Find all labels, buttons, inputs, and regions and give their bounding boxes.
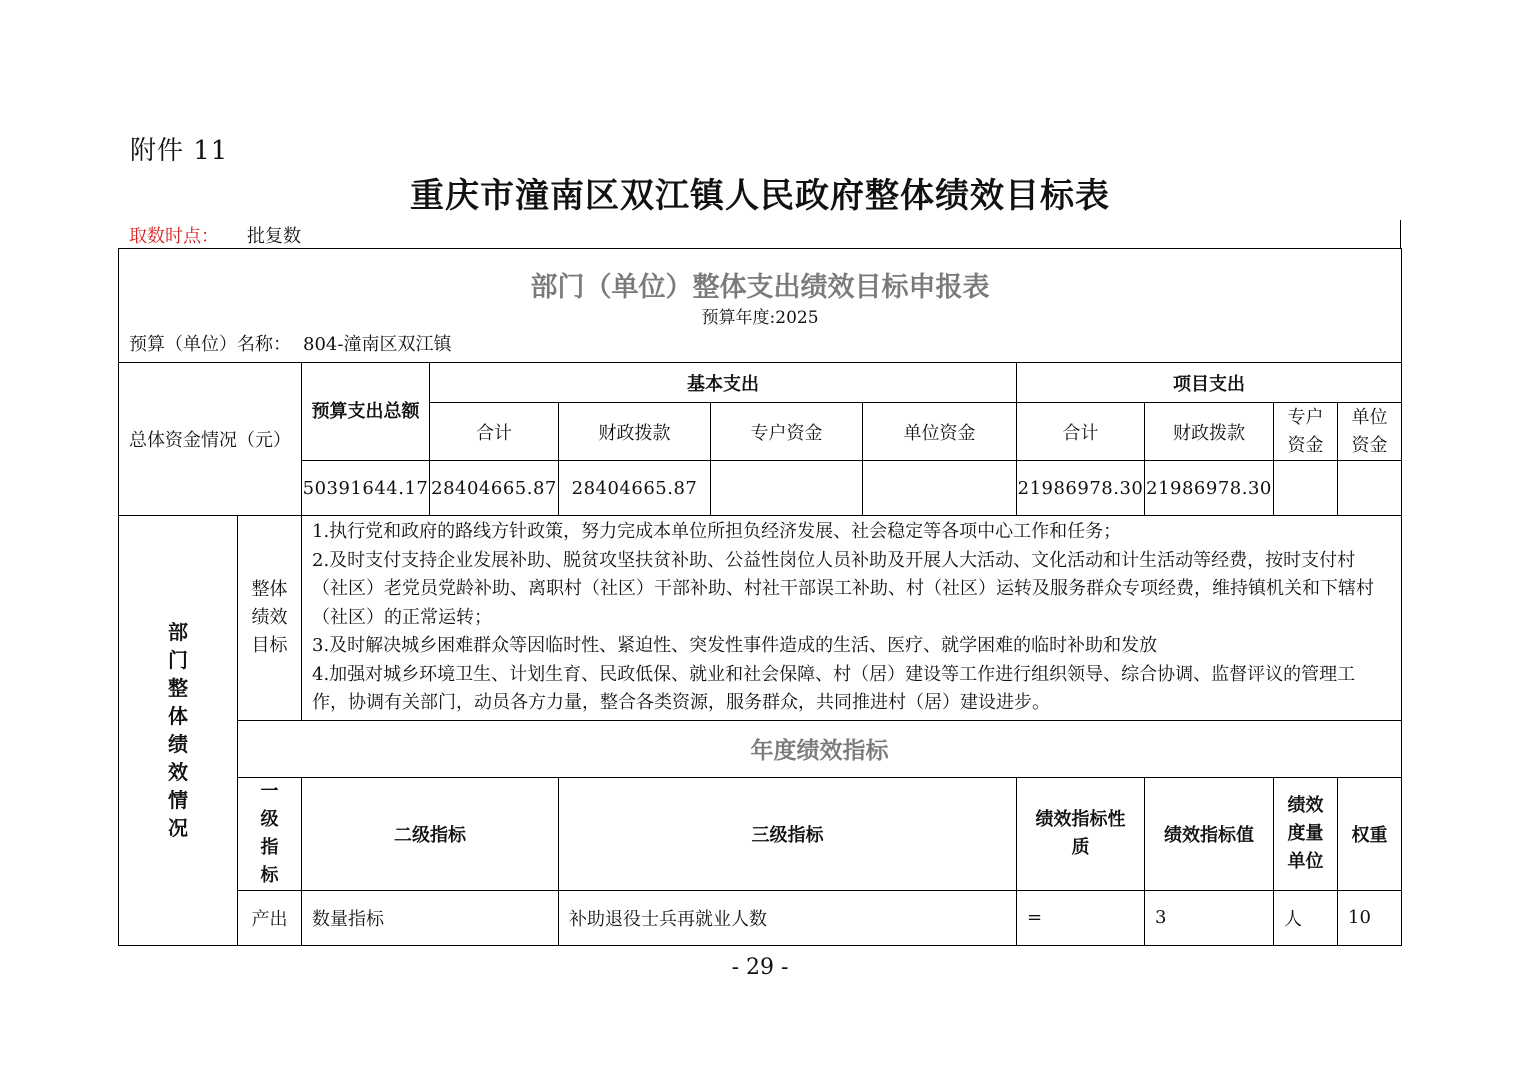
basic-special-value <box>711 461 863 516</box>
unit-name-line <box>119 331 1401 361</box>
unit-name-value: 804-潼南区双江镇 <box>303 333 452 355</box>
annual-indicators-title: 年度绩效指标 <box>238 720 1402 777</box>
performance-section-label: 部门整体绩效情况 <box>119 516 238 946</box>
row-weight: 10 <box>1338 890 1402 945</box>
project-header: 项目支出 <box>1017 363 1402 403</box>
value-header: 绩效指标值 <box>1145 777 1274 890</box>
row-unit: 人 <box>1274 890 1338 945</box>
level1-header: 一级指标 <box>238 777 302 890</box>
basic-subtotal-header: 合计 <box>430 403 559 461</box>
goal-item: 2.及时支付支持企业发展补助、脱贫攻坚扶贫补助、公益性岗位人员补助及开展人大活动、文化活动和计生活动等经费，按时支付村（社区）老党员党龄补助、离职村（社区）干部补助、村社干部误工补助、村（社区）运转及服务群众专项经费，维持镇机关和下辖村（社区）的正常运转； <box>312 549 1374 628</box>
data-point-line <box>129 222 301 248</box>
basic-subtotal-value: 28404665.87 <box>430 461 559 516</box>
total-value: 50391644.17 <box>302 461 430 516</box>
level2-header: 二级指标 <box>302 777 559 890</box>
project-special-header: 专户资金 <box>1274 403 1338 461</box>
overall-goals <box>302 516 1402 721</box>
basic-unit-value <box>863 461 1017 516</box>
basic-unit-header: 单位资金 <box>863 403 1017 461</box>
performance-target-table <box>118 248 1402 946</box>
form-header <box>119 249 1402 363</box>
overall-goal-label: 整体绩效目标 <box>238 516 302 721</box>
goal-item: 3.及时解决城乡困难群众等因临时性、紧迫性、突发性事件造成的生活、医疗、就学困难的临时补助和发放 <box>312 635 1158 656</box>
row-level3: 补助退役士兵再就业人数 <box>559 890 1017 945</box>
table-row <box>119 890 1402 945</box>
total-header: 预算支出总额 <box>302 363 430 461</box>
weight-header: 权重 <box>1338 777 1402 890</box>
project-fiscal-value: 21986978.30 <box>1145 461 1274 516</box>
basic-special-header: 专户资金 <box>711 403 863 461</box>
nature-header: 绩效指标性质 <box>1017 777 1145 890</box>
unit-header: 绩效度量单位 <box>1274 777 1338 890</box>
budget-year: 预算年度:2025 <box>701 307 819 328</box>
table-edge-line <box>1400 220 1401 248</box>
project-fiscal-header: 财政拨款 <box>1145 403 1274 461</box>
project-subtotal-header: 合计 <box>1017 403 1145 461</box>
basic-fiscal-value: 28404665.87 <box>559 461 711 516</box>
basic-fiscal-header: 财政拨款 <box>559 403 711 461</box>
attachment-label: 附件 11 <box>130 136 229 166</box>
project-unit-value <box>1338 461 1402 516</box>
project-unit-header: 单位资金 <box>1338 403 1402 461</box>
project-special-value <box>1274 461 1338 516</box>
goal-item: 4.加强对城乡环境卫生、计划生育、民政低保、就业和社会保障、村（居）建设等工作进行组织领导、综合协调、监督评议的管理工作，协调有关部门，动员各方力量，整合各类资源，服务群众，共同推进村（居）建设进步。 <box>312 663 1356 713</box>
data-point-value: 批复数 <box>247 226 301 247</box>
row-value: 3 <box>1145 890 1274 945</box>
data-point-label: 取数时点： <box>129 226 219 247</box>
goal-item: 1.执行党和政府的路线方针政策，努力完成本单位所担负经济发展、社会稳定等各项中心工作和任务； <box>312 521 1122 542</box>
project-subtotal-value: 21986978.30 <box>1017 461 1145 516</box>
unit-name-label: 预算（单位）名称： <box>129 333 291 355</box>
page-number: - 29 - <box>731 955 789 980</box>
funds-row-label: 总体资金情况（元） <box>119 363 302 516</box>
basic-header: 基本支出 <box>430 363 1017 403</box>
document-title: 重庆市潼南区双江镇人民政府整体绩效目标表 <box>410 176 1110 216</box>
row-level2: 数量指标 <box>302 890 559 945</box>
row-nature: = <box>1017 890 1145 945</box>
level3-header: 三级指标 <box>559 777 1017 890</box>
row-level1: 产出 <box>238 890 302 945</box>
form-title: 部门（单位）整体支出绩效目标申报表 <box>530 271 990 303</box>
